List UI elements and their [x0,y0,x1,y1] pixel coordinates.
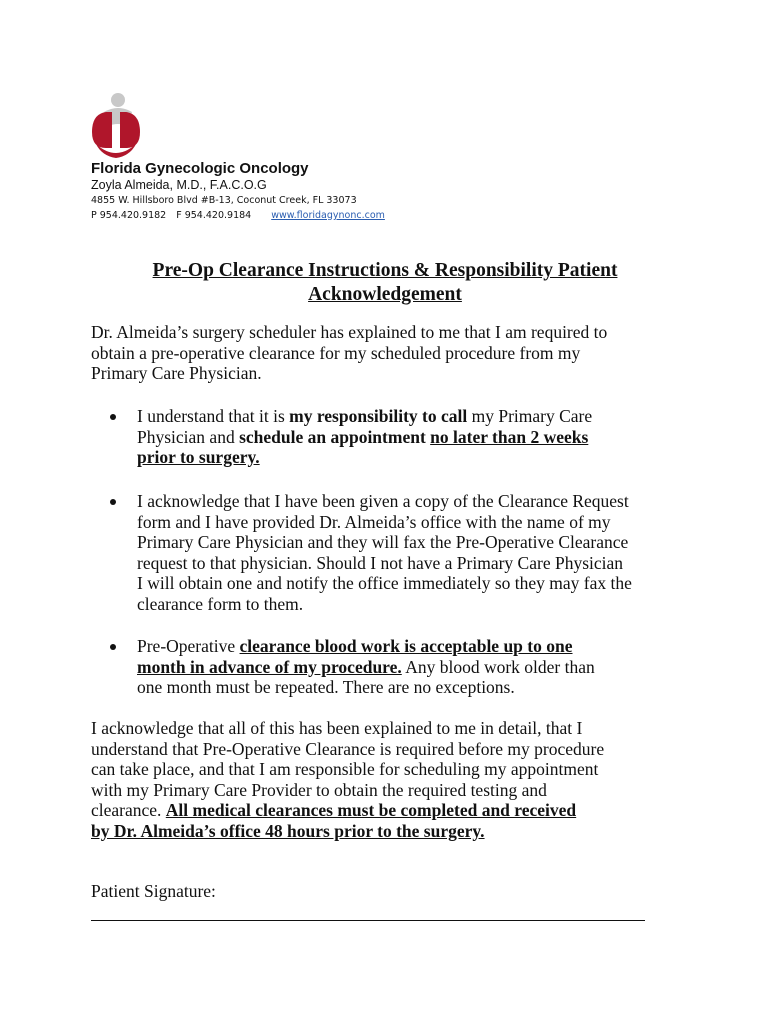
closing-line: understand that Pre-Operative Clearance is required before my procedure [91,738,605,759]
bullet-line: form and I have provided Dr. Almeida’s office with the name of my [137,511,611,532]
bold-underlined-text: month in advance of my procedure. [137,656,402,677]
bullet-dot-icon [110,499,116,505]
intro-line: obtain a pre-operative clearance for my scheduled procedure from my [91,342,581,363]
doctor-name: Zoyla Almeida, M.D., F.A.C.O.G [91,178,267,192]
text-run: my Primary Care [467,406,593,426]
signature-label: Patient Signature: [91,881,216,901]
bold-text: my responsibility to call [289,406,468,426]
text-run: Physician and [137,426,240,447]
intro-line: Dr. Almeida’s surgery scheduler has explained to me that I am required to [91,322,608,342]
bold-underlined-text: no later than 2 weeks [430,426,589,447]
signature-line[interactable] [91,920,645,921]
bullet-line: I will obtain one and notify the office immediately so they may fax the [137,573,632,594]
bullet-line: I acknowledge that I have been given a copy of the Clearance Request [137,491,629,511]
address: 4855 W. Hillsboro Blvd #B-13, Coconut Creek, FL 33073 [91,195,357,206]
contact-line [91,210,385,221]
bullet-line [137,406,690,427]
bullet-line: request to that physician. Should I not have a Primary Care Physician [137,552,624,573]
website-link[interactable]: www.floridagynonc.com [271,210,385,221]
fax: F 954.420.9184 [176,210,252,221]
text-run: Any blood work older than [401,656,595,677]
bullet-line: one month must be repeated. There are no exceptions. [137,677,515,698]
closing-line [91,800,691,821]
phone: P 954.420.9182 [91,210,167,221]
bold-underlined-text: prior to surgery. [137,447,260,468]
bullet-dot-icon [110,644,116,650]
closing-paragraph [91,718,691,842]
bold-underlined-text: clearance blood work is acceptable up to one [239,636,573,656]
text-run: clearance. [91,800,166,821]
closing-line: can take place, and that I am responsible for scheduling my appointment [91,759,599,780]
bullet-dot-icon [110,414,116,420]
org-name: Florida Gynecologic Oncology [91,160,309,177]
intro-line: Primary Care Physician. [91,363,262,384]
text-run: I understand that it is [137,406,290,426]
bullet-line [137,427,690,448]
closing-line: I acknowledge that all of this has been explained to me in detail, that I [91,718,583,738]
page-title [80,259,690,307]
bold-underlined-text: by Dr. Almeida’s office 48 hours prior to the surgery. [91,820,485,841]
title-line-1: Pre-Op Clearance Instructions & Responsibility Patient [152,260,618,281]
closing-line [91,821,691,842]
intro-paragraph [91,322,691,384]
bullet-line: clearance form to them. [137,593,304,614]
logo [86,92,146,160]
bullet-line [137,657,690,678]
bold-text: schedule an appointment [239,426,426,447]
closing-line: with my Primary Care Provider to obtain the required testing and [91,779,547,800]
bold-underlined-text: All medical clearances must be completed and received [165,800,577,821]
bullet-line: Primary Care Physician and they will fax the Pre-Operative Clearance [137,532,629,553]
text-run: Pre-Operative [137,636,240,656]
title-line-2: Acknowledgement [308,284,462,305]
bullet-line [137,636,690,657]
bullet-line [137,447,690,468]
